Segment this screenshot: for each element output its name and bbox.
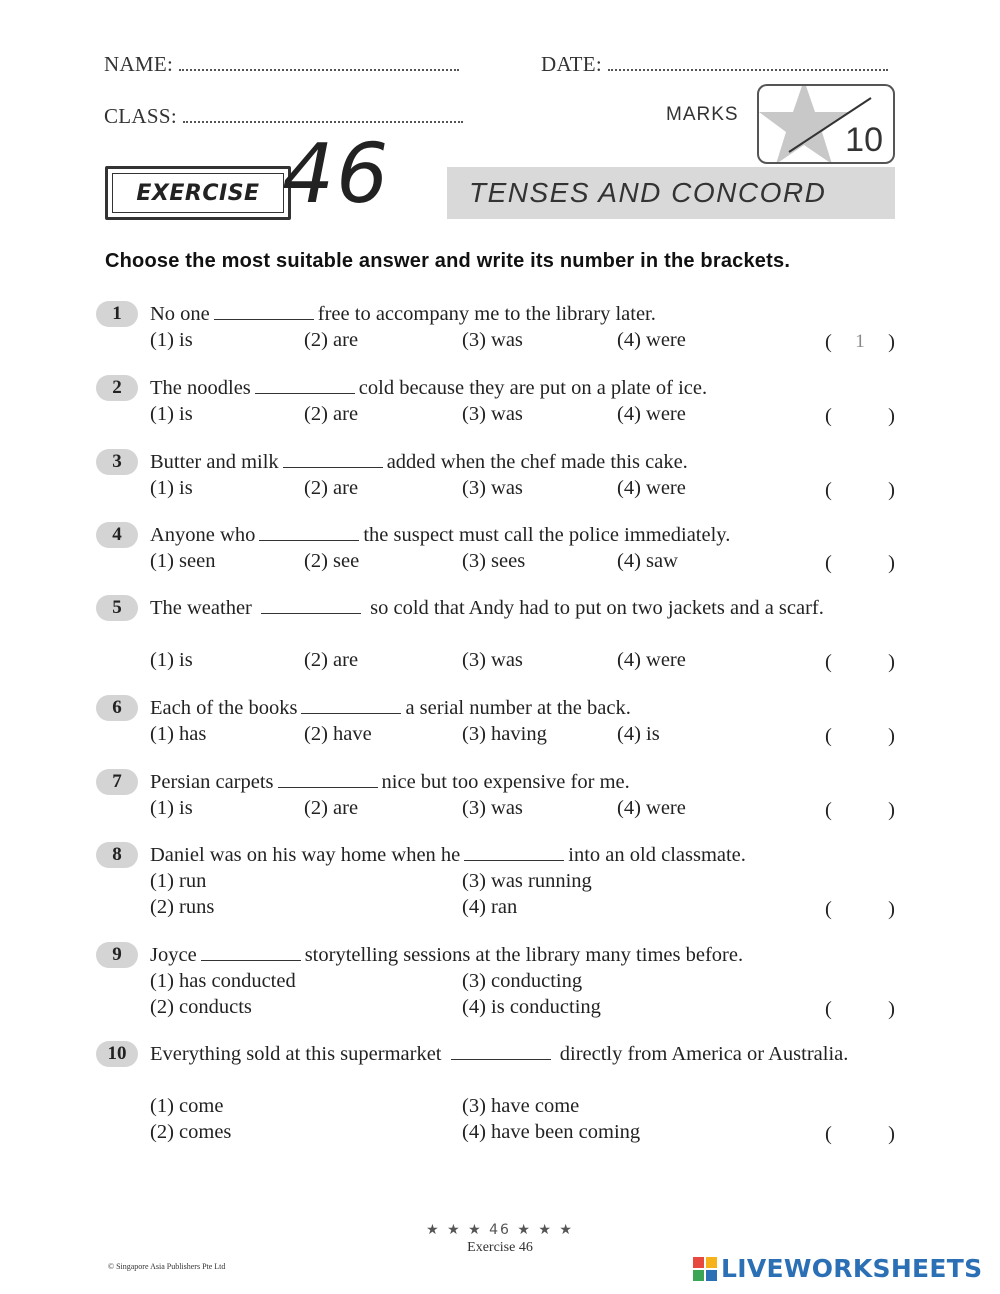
option-1: (1) is [150,403,193,425]
question-text: Anyone who the suspect must call the police immediately. [150,524,731,546]
instructions: Choose the most suitable answer and write its number in the brackets. [105,250,791,272]
date-label: DATE: [541,52,602,76]
option-1: (1) has [150,723,207,745]
option-2: (2) conducts [150,996,252,1018]
question-text: Daniel was on his way home when he into an old classmate. [150,844,746,866]
question-number: 9 [96,942,138,968]
option-4: (4) is [617,723,660,745]
answer-blank [255,376,355,394]
question-number: 3 [96,449,138,475]
answer-blank [261,596,361,614]
option-1: (1) is [150,649,193,671]
answer-blank [278,770,378,788]
option-3: (3) was [462,403,523,425]
option-3: (3) was running [462,870,592,892]
footer-exercise: Exercise 46 [467,1240,533,1255]
answer-blank [464,843,564,861]
option-3: (3) have come [462,1095,580,1117]
page-number-stars: ★ ★ ★ 46 ★ ★ ★ [426,1222,574,1238]
answer-blank [301,696,401,714]
question-text: Everything sold at this supermarket directly from America or Australia. [150,1043,849,1065]
exercise-number: 46 [282,127,391,222]
option-1: (1) seen [150,550,216,572]
option-3: (3) was [462,649,523,671]
option-2: (2) comes [150,1121,232,1143]
option-2: (2) are [304,403,359,425]
class-label: CLASS: [104,104,177,128]
question-number: 4 [96,522,138,548]
answer-blank [214,302,314,320]
question-number: 1 [96,301,138,327]
question-number: 8 [96,842,138,868]
question-text: The weather so cold that Andy had to put on two jackets and a scarf. [150,597,824,619]
liveworksheets-logo[interactable] [692,1254,982,1283]
question-number: 7 [96,769,138,795]
option-4: (4) ran [462,896,518,918]
option-2: (2) runs [150,896,215,918]
answer-blank [451,1042,551,1060]
question-text: The noodles cold because they are put on a plate of ice. [150,377,708,399]
name-input-line[interactable] [179,55,459,71]
option-2: (2) are [304,649,359,671]
marks-total: 10 [845,121,883,159]
liveworksheets-wordmark: LIVEWORKSHEETS [721,1254,983,1283]
option-4: (4) were [617,477,686,499]
marks-label: MARKS [666,104,739,125]
date-input-line[interactable] [608,55,888,71]
option-1: (1) come [150,1095,224,1117]
option-3: (3) sees [462,550,526,572]
option-4: (4) is conducting [462,996,601,1018]
option-3: (3) was [462,797,523,819]
question-text: Joyce storytelling sessions at the library many times before. [150,944,744,966]
date-field [541,52,888,77]
question-text: Butter and milk added when the chef made this cake. [150,451,688,473]
option-4: (4) were [617,403,686,425]
class-input-line[interactable] [183,107,463,123]
option-3: (3) was [462,477,523,499]
option-1: (1) run [150,870,207,892]
option-4: (4) saw [617,550,678,572]
topic-title: TENSES AND CONCORD [447,167,895,219]
option-4: (4) were [617,329,686,351]
name-label: NAME: [104,52,174,76]
option-2: (2) see [304,550,360,572]
answer-blank [283,450,383,468]
exercise-badge [105,166,291,220]
option-3: (3) was [462,329,523,351]
question-text: Persian carpets nice but too expensive for me. [150,771,630,793]
question-text: Each of the books a serial number at the back. [150,697,631,719]
option-2: (2) are [304,477,359,499]
question-number: 6 [96,695,138,721]
name-field [104,52,459,77]
question-number: 5 [96,595,138,621]
option-1: (1) has conducted [150,970,296,992]
question-number: 10 [96,1041,138,1067]
class-field [104,104,463,129]
option-1: (1) is [150,477,193,499]
question-number: 2 [96,375,138,401]
option-4: (4) were [617,797,686,819]
option-1: (1) is [150,797,193,819]
answer-blank [259,523,359,541]
option-2: (2) are [304,797,359,819]
liveworksheets-icon [692,1256,718,1282]
answer-blank [201,943,301,961]
option-3: (3) having [462,723,547,745]
option-3: (3) conducting [462,970,583,992]
option-4: (4) have been coming [462,1121,641,1143]
option-2: (2) are [304,329,359,351]
marks-box [757,84,895,164]
option-1: (1) is [150,329,193,351]
copyright: © Singapore Asia Publishers Pte Ltd [108,1262,226,1271]
option-4: (4) were [617,649,686,671]
exercise-badge-label: EXERCISE [112,173,284,213]
answer-value: 1 [855,331,865,352]
question-text: No one free to accompany me to the library later. [150,303,656,325]
option-2: (2) have [304,723,372,745]
